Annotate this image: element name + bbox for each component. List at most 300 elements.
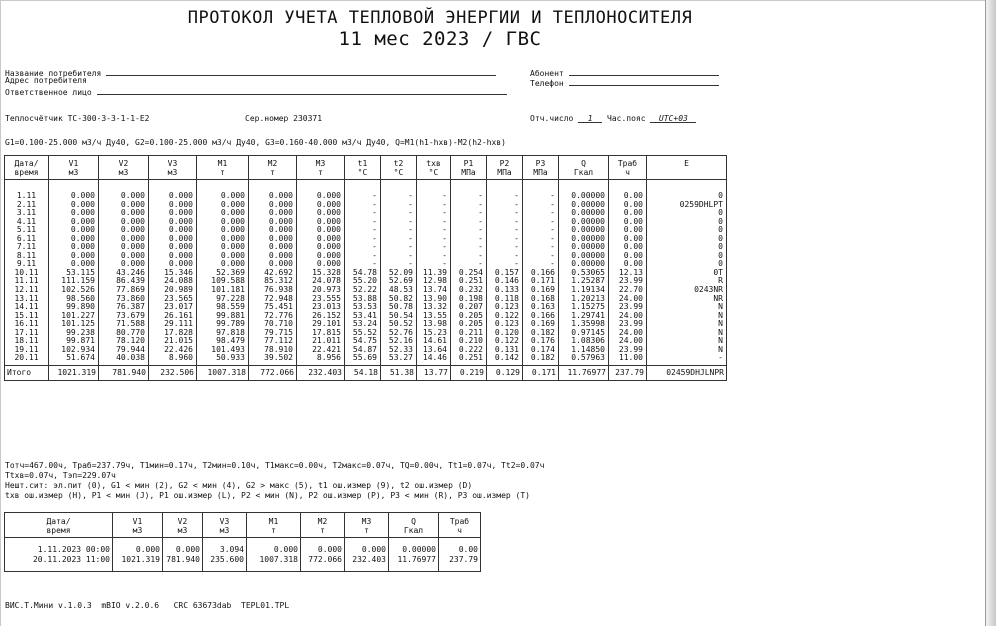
summary-column-header <box>389 513 439 538</box>
summary-column-header <box>301 513 345 538</box>
notes-line-1: Тотч=467.00ч, Траб=237.79ч, T1мин=0.17ч, T2мин=0.10ч, T1макс=0.00ч, T2макс=0.07ч, TQ=0.00ч, Tt1=0.07ч, Tt2=0.07ч <box>5 461 545 470</box>
table-cell: 50.82 <box>388 293 413 303</box>
summary-cell: 237.79 <box>449 555 478 564</box>
table-cell: 0.176 <box>530 336 555 346</box>
table-cell: 26.152 <box>312 310 341 320</box>
table-cell: 101.181 <box>211 285 245 295</box>
table-cell: 0.57963 <box>571 353 605 363</box>
table-cell: 79.944 <box>116 344 145 354</box>
column-header <box>297 156 345 180</box>
table-cell: 20.973 <box>312 285 341 295</box>
table-cell: 0.00 <box>623 208 643 218</box>
table-cell: 0.182 <box>530 353 555 363</box>
table-cell: 48.53 <box>388 285 413 295</box>
consumer-name-value <box>106 67 496 76</box>
table-cell: - <box>478 259 483 269</box>
total-cell: 54.18 <box>345 365 381 380</box>
summary-column-header <box>5 513 113 538</box>
table-cell: 43.246 <box>116 267 145 277</box>
report-period: 11 мес 2023 / ГВС <box>338 28 542 50</box>
table-cell: 13.74 <box>422 285 447 295</box>
table-cell: 11.00 <box>618 353 643 363</box>
table-cell: - <box>514 250 519 260</box>
table-cell: 0.211 <box>458 327 483 337</box>
summary-cell: 1007.318 <box>259 555 298 564</box>
table-cell: 0.222 <box>458 344 483 354</box>
consumer-address-row <box>5 76 87 86</box>
table-cell: 0.000 <box>316 216 341 226</box>
table-cell: 97.228 <box>216 293 245 303</box>
table-cell: 0.000 <box>168 259 193 269</box>
table-cell: 76.387 <box>116 302 145 312</box>
column-label: t2 <box>393 159 404 168</box>
table-cell: 0.000 <box>70 259 95 269</box>
table-cell: 0.205 <box>458 319 483 329</box>
table-cell: 53.88 <box>352 293 377 303</box>
table-column-values <box>149 180 197 366</box>
table-cell: 22.421 <box>312 344 341 354</box>
table-cell: - <box>372 242 377 252</box>
table-cell: 0.207 <box>458 302 483 312</box>
summary-cell: 1021.319 <box>121 555 160 564</box>
table-cell: - <box>478 233 483 243</box>
table-cell: 0.123 <box>494 319 519 329</box>
window-edge <box>985 0 996 626</box>
table-cell: 0.000 <box>120 191 145 200</box>
total-cell: 232.403 <box>297 365 345 380</box>
table-cell: 0.00000 <box>571 259 605 269</box>
table-cell: 0.000 <box>268 225 293 235</box>
table-cell: 0.142 <box>494 353 519 363</box>
summary-cell: 11.76977 <box>397 555 436 564</box>
table-cell: 0.000 <box>168 208 193 218</box>
phone-value <box>569 77 719 86</box>
total-cell: 51.38 <box>381 365 417 380</box>
table-cell: - <box>442 208 447 218</box>
table-cell: 0 <box>718 191 723 200</box>
column-label: M3 <box>315 159 326 168</box>
table-column-values <box>345 180 381 366</box>
table-cell: 23.99 <box>618 276 643 286</box>
table-cell: 1.14850 <box>571 344 605 354</box>
table-cell: 97.818 <box>216 327 245 337</box>
table-cell: 0.000 <box>120 199 145 209</box>
column-label: Дата/ <box>46 517 71 526</box>
table-column-values <box>487 180 523 366</box>
table-cell: - <box>514 242 519 252</box>
table-cell: 0.168 <box>530 293 555 303</box>
table-cell: - <box>408 216 413 226</box>
table-cell: 0.53065 <box>571 267 605 277</box>
table-cell: 40.038 <box>116 353 145 363</box>
summary-column-header <box>113 513 163 538</box>
column-unit: т <box>220 168 225 177</box>
table-cell: 20.989 <box>164 285 193 295</box>
table-cell: 0 <box>718 242 723 252</box>
table-cell: 52.16 <box>388 336 413 346</box>
column-header <box>249 156 297 180</box>
table-cell: 0259DHLPT <box>679 199 723 209</box>
summary-cell: 20.11.2023 11:00 <box>32 555 110 564</box>
table-cell: 0 <box>718 208 723 218</box>
table-cell: 0.000 <box>70 191 95 200</box>
total-cell: 11.76977 <box>559 365 609 380</box>
column-header <box>197 156 249 180</box>
column-label: Tраб <box>617 159 638 168</box>
table-cell: 24.00 <box>618 310 643 320</box>
column-label: Tраб <box>449 517 470 526</box>
table-cell: 0.97145 <box>571 327 605 337</box>
summary-column-header <box>203 513 247 538</box>
table-cell: 0 <box>718 233 723 243</box>
table-cell: 0 <box>718 259 723 269</box>
table-cell: 0 <box>718 225 723 235</box>
table-cell: 0.000 <box>70 233 95 243</box>
column-label: V1 <box>68 159 79 168</box>
table-cell: 53.53 <box>352 302 377 312</box>
table-cell: - <box>372 199 377 209</box>
table-cell: 0.000 <box>268 242 293 252</box>
table-data-row <box>5 180 727 366</box>
summary-column-values <box>439 538 481 572</box>
table-cell: 0.000 <box>268 250 293 260</box>
summary-cell: 235.600 <box>210 555 244 564</box>
total-cell: 772.066 <box>249 365 297 380</box>
table-cell: 0.166 <box>530 310 555 320</box>
table-cell: 54.75 <box>352 336 377 346</box>
column-header <box>99 156 149 180</box>
column-header <box>5 156 49 180</box>
table-cell: 22.426 <box>164 344 193 354</box>
table-total-row <box>5 365 727 380</box>
column-label: M3 <box>361 517 372 526</box>
column-unit: м3 <box>118 168 129 177</box>
total-cell: 0.171 <box>523 365 559 380</box>
table-cell: 77.112 <box>264 336 293 346</box>
table-cell: 99.871 <box>66 336 95 346</box>
column-label: V2 <box>118 159 129 168</box>
table-cell: - <box>442 259 447 269</box>
table-cell: - <box>550 259 555 269</box>
notes-line-2: Ttхв=0.07ч, Tэп=229.07ч <box>5 471 116 480</box>
meter-readings-table <box>4 512 481 572</box>
table-cell: 6.11 <box>16 233 37 243</box>
column-label: E <box>684 159 689 168</box>
column-header <box>487 156 523 180</box>
table-cell: 0.000 <box>268 191 293 200</box>
table-cell: R <box>718 276 723 286</box>
table-cell: 0.000 <box>220 191 245 200</box>
column-label: Q <box>411 517 416 526</box>
table-cell: 11.39 <box>422 267 447 277</box>
table-cell: 0.000 <box>168 250 193 260</box>
table-cell: 19.11 <box>14 344 39 354</box>
column-label: V3 <box>219 517 230 526</box>
table-cell: 99.890 <box>66 302 95 312</box>
column-unit: т <box>320 526 325 535</box>
summary-column-header <box>247 513 301 538</box>
table-cell: 52.33 <box>388 344 413 354</box>
table-cell: 0.000 <box>220 242 245 252</box>
table-cell: 14.46 <box>422 353 447 363</box>
summary-column-values <box>345 538 389 572</box>
column-unit: ч <box>457 526 462 535</box>
table-cell: 1.29741 <box>571 310 605 320</box>
table-cell: 50.78 <box>388 302 413 312</box>
table-cell: - <box>442 199 447 209</box>
table-cell: 8.956 <box>316 353 341 363</box>
column-label: P3 <box>535 159 546 168</box>
table-cell: 0.171 <box>530 276 555 286</box>
table-cell: - <box>514 216 519 226</box>
table-cell: - <box>408 191 413 200</box>
table-cell: 50.54 <box>388 310 413 320</box>
phone-row <box>530 77 719 89</box>
table-cell: 79.715 <box>264 327 293 337</box>
consumer-name-label: Название потребителя <box>5 69 102 78</box>
table-cell: 0.123 <box>494 302 519 312</box>
subscriber-label: Абонент <box>530 69 564 78</box>
table-cell: - <box>372 233 377 243</box>
table-cell: - <box>514 233 519 243</box>
table-cell: 0.000 <box>70 250 95 260</box>
table-cell: 12.11 <box>14 285 39 295</box>
table-cell: 102.934 <box>61 344 95 354</box>
table-cell: - <box>514 208 519 218</box>
column-label: P1 <box>463 159 474 168</box>
table-cell: - <box>372 259 377 269</box>
table-cell: 0.00 <box>623 191 643 200</box>
table-cell: 0.000 <box>220 216 245 226</box>
table-cell: 53.24 <box>352 319 377 329</box>
table-cell: 72.776 <box>264 310 293 320</box>
table-cell: 80.770 <box>116 327 145 337</box>
summary-column-values <box>163 538 203 572</box>
phone-label: Телефон <box>530 79 564 88</box>
report-day-label: Отч.число <box>530 114 574 123</box>
table-cell: 0.000 <box>120 216 145 226</box>
table-cell: 15.346 <box>164 267 193 277</box>
table-cell: N <box>718 302 723 312</box>
table-cell: - <box>478 225 483 235</box>
column-unit: °C <box>428 168 439 177</box>
table-cell: 0.000 <box>268 259 293 269</box>
table-cell: 12.13 <box>618 267 643 277</box>
table-cell: N <box>718 336 723 346</box>
table-cell: 75.451 <box>264 302 293 312</box>
table-cell: 1.25287 <box>571 276 605 286</box>
table-cell: - <box>372 250 377 260</box>
table-cell: 13.64 <box>422 344 447 354</box>
table-cell: 0.000 <box>316 225 341 235</box>
table-cell: N <box>718 319 723 329</box>
column-unit: т <box>270 168 275 177</box>
column-label: tхв <box>426 159 441 168</box>
table-cell: 102.526 <box>61 285 95 295</box>
software-version: ВИС.Т.Мини v.1.0.3 mBIO v.2.0.6 CRC 63673dab TEPL01.TPL <box>5 601 290 610</box>
table-cell: 101.493 <box>211 344 245 354</box>
table-cell: 24.078 <box>312 276 341 286</box>
table-cell: 13.32 <box>422 302 447 312</box>
table-cell: 4.11 <box>16 216 37 226</box>
table-cell: 18.11 <box>14 336 39 346</box>
table-cell: 23.99 <box>618 319 643 329</box>
summary-cell: 0.000 <box>135 545 160 554</box>
table-cell: 3.11 <box>16 208 37 218</box>
table-cell: 21.015 <box>164 336 193 346</box>
column-unit: Гкал <box>573 168 594 177</box>
table-cell: 29.111 <box>164 319 193 329</box>
column-label: t1 <box>357 159 368 168</box>
table-cell: 0.000 <box>168 191 193 200</box>
table-cell: 99.789 <box>216 319 245 329</box>
table-cell: 0.000 <box>220 259 245 269</box>
summary-column-values <box>301 538 345 572</box>
table-cell: 0.000 <box>168 225 193 235</box>
table-cell: 0.000 <box>70 199 95 209</box>
table-cell: - <box>442 216 447 226</box>
table-cell: 0.00 <box>623 199 643 209</box>
table-cell: 0.000 <box>70 242 95 252</box>
table-cell: - <box>372 216 377 226</box>
table-cell: - <box>478 191 483 200</box>
column-label: V3 <box>167 159 178 168</box>
table-cell: 0.000 <box>220 225 245 235</box>
table-cell: N <box>718 310 723 320</box>
table-cell: 0.122 <box>494 336 519 346</box>
table-cell: 54.87 <box>352 344 377 354</box>
table-cell: NR <box>713 293 723 303</box>
table-cell: 51.674 <box>66 353 95 363</box>
total-cell: 13.77 <box>417 365 451 380</box>
column-label: M2 <box>267 159 278 168</box>
table-cell: 0.000 <box>120 208 145 218</box>
column-unit: время <box>46 526 71 535</box>
table-cell: - <box>550 233 555 243</box>
column-label: M2 <box>317 517 328 526</box>
table-cell: 98.560 <box>66 293 95 303</box>
table-cell: 50.52 <box>388 319 413 329</box>
table-cell: 24.00 <box>618 336 643 346</box>
table-cell: 0.00000 <box>571 233 605 243</box>
table-column-values <box>559 180 609 366</box>
table-cell: 23.99 <box>618 302 643 312</box>
table-cell: 0.000 <box>168 233 193 243</box>
table-cell: - <box>372 208 377 218</box>
table-cell: - <box>514 199 519 209</box>
table-cell: 0.122 <box>494 310 519 320</box>
table-cell: - <box>718 353 723 363</box>
table-cell: 0.00 <box>623 233 643 243</box>
table-cell: 17.11 <box>14 327 39 337</box>
summary-cell: 0.000 <box>361 545 386 554</box>
table-cell: 0.000 <box>316 259 341 269</box>
column-header <box>609 156 647 180</box>
column-label: M1 <box>217 159 228 168</box>
responsible-row <box>5 86 507 98</box>
table-cell: 5.11 <box>16 225 37 235</box>
table-cell: 0.146 <box>494 276 519 286</box>
total-cell: 02459DHJLNPR <box>647 365 727 380</box>
total-cell: 781.940 <box>99 365 149 380</box>
table-cell: 0.166 <box>530 267 555 277</box>
table-cell: - <box>550 199 555 209</box>
table-cell: - <box>514 225 519 235</box>
table-cell: 26.161 <box>164 310 193 320</box>
table-cell: 0.000 <box>120 259 145 269</box>
table-cell: 99.238 <box>66 327 95 337</box>
table-cell: 0.000 <box>316 199 341 209</box>
column-header <box>49 156 99 180</box>
table-cell: 0.251 <box>458 276 483 286</box>
table-cell: 0 <box>718 250 723 260</box>
table-cell: 0.000 <box>168 199 193 209</box>
table-cell: - <box>478 216 483 226</box>
table-cell: 23.017 <box>164 302 193 312</box>
table-cell: 0.000 <box>168 216 193 226</box>
responsible-value <box>97 86 507 95</box>
table-cell: 14.11 <box>14 302 39 312</box>
table-cell: 1.15275 <box>571 302 605 312</box>
table-cell: - <box>514 259 519 269</box>
column-unit: м3 <box>68 168 79 177</box>
notes-line-4: tхв ош.измер (H), P1 < мин (J), P1 ош.измер (L), P2 < мин (N), P2 ош.измер (P), P3 < мин (R), P3 ош.измер (T) <box>5 491 530 500</box>
column-label: V2 <box>177 517 188 526</box>
table-column-values <box>417 180 451 366</box>
meter-serial: Сер.номер 230371 <box>245 114 323 123</box>
table-cell: 29.101 <box>312 319 341 329</box>
table-cell: 0.00000 <box>571 208 605 218</box>
table-cell: 15.328 <box>312 267 341 277</box>
table-cell: - <box>372 225 377 235</box>
report-day-value: 1 <box>578 114 602 123</box>
table-cell: 1.08306 <box>571 336 605 346</box>
summary-cell: 0.000 <box>273 545 298 554</box>
table-cell: - <box>372 191 377 200</box>
table-cell: 0.120 <box>494 327 519 337</box>
summary-column-values <box>247 538 301 572</box>
table-cell: 13.11 <box>14 293 39 303</box>
table-cell: 0.00 <box>623 225 643 235</box>
table-cell: 0.000 <box>120 242 145 252</box>
summary-header-row <box>5 513 481 538</box>
table-cell: 55.20 <box>352 276 377 286</box>
table-cell: 101.125 <box>61 319 95 329</box>
table-cell: 0 <box>718 216 723 226</box>
table-column-values <box>197 180 249 366</box>
column-label: Дата/ <box>14 159 39 168</box>
summary-column-header <box>439 513 481 538</box>
column-unit: МПа <box>461 168 476 177</box>
table-cell: 0.000 <box>220 208 245 218</box>
column-label: M1 <box>268 517 279 526</box>
table-cell: 53.115 <box>66 267 95 277</box>
table-cell: 0.00000 <box>571 216 605 226</box>
table-cell: 0.169 <box>530 285 555 295</box>
table-cell: N <box>718 344 723 354</box>
table-cell: 111.159 <box>61 276 95 286</box>
table-cell: 0.00 <box>623 216 643 226</box>
table-cell: 7.11 <box>16 242 37 252</box>
table-column-values <box>451 180 487 366</box>
table-column-values <box>647 180 727 366</box>
notes-line-3: Нешт.сит: эл.пит (0), G1 < мин (2), G2 < мин (4), G2 > макс (5), t1 ош.измер (9), t2 ош.измер (D) <box>5 481 473 490</box>
table-cell: 0.000 <box>316 250 341 260</box>
table-cell: 52.69 <box>388 276 413 286</box>
table-cell: 54.78 <box>352 267 377 277</box>
timezone-label: Час.пояс <box>607 114 646 123</box>
table-cell: 71.588 <box>116 319 145 329</box>
